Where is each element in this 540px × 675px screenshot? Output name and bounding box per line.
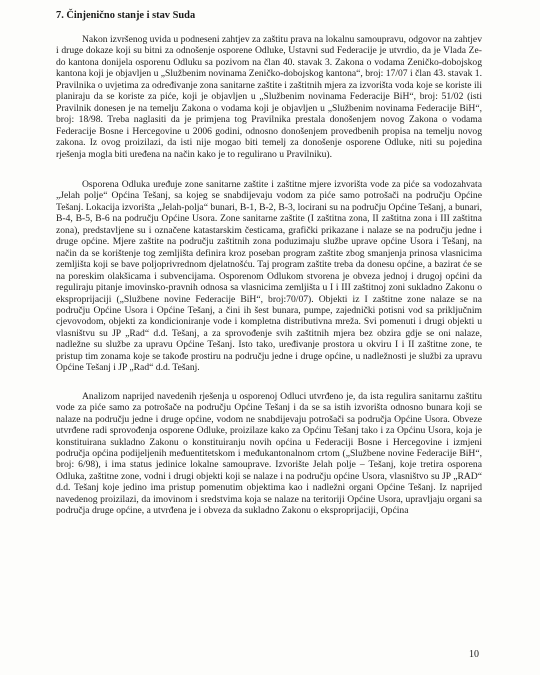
paragraph-analysis: Analizom naprijed navedenih rješenja u osporenoj Odluci utvrđeno je, da ista regulira sanitarnu zaštitu vode za piće samo za potrošače na području Općine Tešanj i da se sa istih izvorišta odnosno bunara koji se nalaze na području jedne i druge općine, vodom ne snabdijevaju potrošači sa područja Općine Usora. Obveze utvrđene radi sprovođenja osporene Odluke, proizilaze kako za Općinu Tešanj tako i za Općinu Usora, koja je konstituirana sukladno Zakonu o konstituiranju novih općina u Federaciji Bosne i Hercegovine i izmjeni područja općina podijeljenih međuentitetskom i međukantonalnom crtom („Službene novine Federacije BiH“, broj: 6/98), i ima status jedinice lokalne samouprave. Izvorište Jelah polje – Tešanj, koje tretira osporena Odluka, zaštitne zone, vodni i drugi objekti koji se nalaze i na području općine Usora, vlasništvo su JP „RAD“ d.d. Tešanj koje jedino ima pristup pomenutim objektima kao i nadležni organi Općine Tešanj. Iz naprijed navedenog proizilazi, da imovinom i sredstvima koja se nalaze na teritoriji Općine Usora, upravljaju organi sa područja druge općine, a utvrđena je i obveza da sukladno Zakonu o eksproprijaciji, Općina [56,390,482,517]
page-number: 10 [469,649,479,660]
paragraph-decision-content: Osporena Odluka uređuje zone sanitarne zaštite i zaštitne mjere izvorišta vode za piće sa vodozahvata „Jelah polje“ Općina Tešanj, sa kojeg se snabdijevaju vodom za piće samo potrošači na području Općine Tešanj. Lokacija izvorišta „Jelah-polja“ bunari, B-1, B-2, B-3, locirani su na području Općine Tešanj, a bunari, B-4, B-5, B-6 na području Općine Usora. Zone sanitarne zaštite (I zaštitna zona, II zaštitna zona i III zaštitna zona), predstavljene su i označene katastarskim česticama, grafički prikazane i nalaze se na području jedne i druge općine. Mjere zaštite na području zaštitnih zona poduzimaju službe uprave općine Usora i Tešanj, na način da se korištenje tog zemljišta definira kroz poseban program zaštite zbog smanjenja prinosa vlasnicima zemljišta koji se bave poljoprivrednom djelatnošću. Taj program zaštite treba da donesu općine, a bazirat će se na poreskim olakšicama i subvencijama. Osporenom Odlukom stvorena je obveza jednoj i drugoj općini da reguliraju pitanje imovinsko-pravnih odnosa sa vlasnicima zemljišta u I i III zaštitnoj zoni sukladno Zakonu o eksproprijaciji („Službene novine Federacije BiH“, broj:70/07). Objekti iz I zaštitne zone nalaze se na području Općine Usora i Općine Tešanj, a čini ih šest bunara, pumpe, zajednički potisni vod sa priključnim cjevovodom, objekti za kondicioniranje vode i kompletna distributivna mreža. Svi pomenuti i drugi objekti u vlasništvu su JP „Rad“ d.d. Tešanj, a za sprovođenje svih zaštitnih mjera bez obzira gdje se oni nalaze, nadležne su službe za upravu Općine Tešanj. Isto tako, uređivanje prostora u okviru I i II zaštitne zone, te pristup tim zonama koje se takođe prostiru na području jedne i druge općine, u nadležnosti je službi za upravu Općine Tešanj i JP „Rad“ d.d. Tešanj. [56,178,482,374]
paragraph-findings: Nakon izvršenog uvida u podneseni zahtjev za zaštitu prava na lokalnu samoupravu, odgovor na zahtjev i druge dokaze koji su bitni za odnošenje osporene Odluke, Ustavni sud Federacije je utvrdio, da je Vlada Ze-do kantona donijela osporenu Odluku sa pozivom na član 40. stavak 3. Zakona o vodama Zeničko-dobojskog kantona koji je objavljen u „Službenim novinama Zeničko-dobojskog kantona“, broj: 17/07 i član 43. stavak 1. Pravilnika o uvjetima za određivanje zona sanitarne zaštite i zaštitnih mjera za izvorišta voda koje se koriste ili planiraju da se koriste za piće, koji je objavljen u „Službenim novinama Federacije BiH“, broj: 51/02 (isti Pravilnik donesen je na temelju Zakona o vodama koji je objavljen u „Službenim novinama Federacije BiH“, broj: 18/98. Treba naglasiti da je primjena tog Pravilnika prestala donošenjem novog Zakona o vodama Federacije Bosne i Hercegovine u 2006 godini, odnosno donošenjem provedbenih propisa na temelju novog zakona. Iz ovog proizilazi, da isti nije mogao biti temelj za donošenje osporene Odluke, niti su pojedina rješenja mogla biti uređena na način kako je to regulirano u Pravilniku). [56,34,482,160]
section-heading: 7. Činjenično stanje i stav Suda [56,10,196,21]
